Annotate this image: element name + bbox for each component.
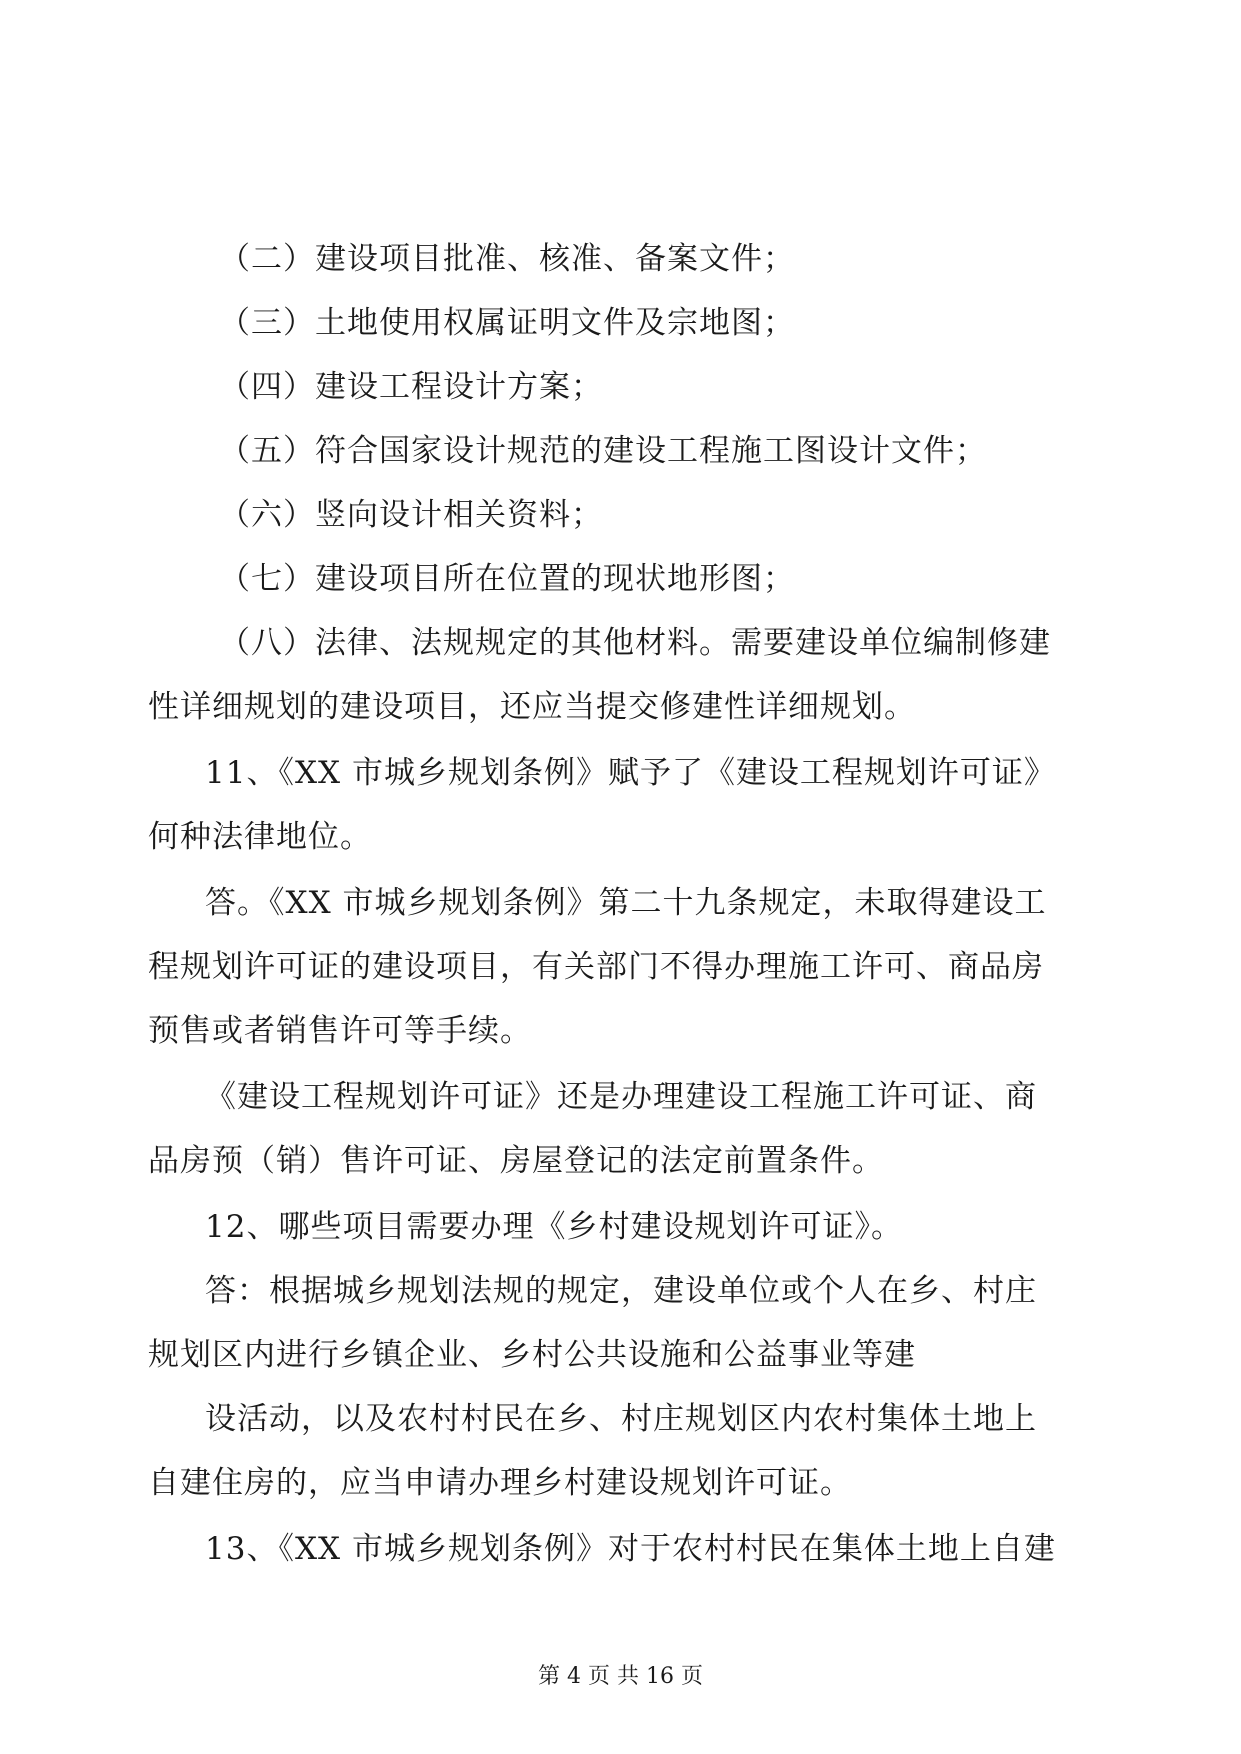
answer-11-para-2-line-2: 品房预（销）售许可证、房屋登记的法定前置条件。 (148, 1143, 884, 1179)
answer-11-line-1: 答。《XX 市城乡规划条例》第二十九条规定，未取得建设工 (205, 885, 1047, 921)
answer-12-para-2-line-1: 设活动，以及农村村民在乡、村庄规划区内农村集体土地上 (205, 1401, 1037, 1437)
answer-11-para-2-line-1: 《建设工程规划许可证》还是办理建设工程施工许可证、商 (205, 1079, 1037, 1115)
list-item-8-line-1: （八）法律、法规规定的其他材料。需要建设单位编制修建 (219, 625, 1051, 661)
list-item-4: （四）建设工程设计方案； (219, 369, 603, 405)
answer-11-line-3: 预售或者销售许可等手续。 (148, 1013, 532, 1049)
answer-12-para-2-line-2: 自建住房的，应当申请办理乡村建设规划许可证。 (148, 1465, 852, 1501)
list-item-5: （五）符合国家设计规范的建设工程施工图设计文件； (219, 433, 987, 469)
list-item-7: （七）建设项目所在位置的现状地形图； (219, 561, 795, 597)
list-item-3: （三）土地使用权属证明文件及宗地图； (219, 305, 795, 341)
question-12: 12、哪些项目需要办理《乡村建设规划许可证》。 (205, 1209, 903, 1245)
answer-12-line-2: 规划区内进行乡镇企业、乡村公共设施和公益事业等建 (148, 1337, 916, 1373)
question-11-line-2: 何种法律地位。 (148, 819, 372, 855)
list-item-2: （二）建设项目批准、核准、备案文件； (219, 241, 795, 277)
answer-12-line-1: 答：根据城乡规划法规的规定，建设单位或个人在乡、村庄 (205, 1273, 1037, 1309)
question-11-line-1: 11、《XX 市城乡规划条例》赋予了《建设工程规划许可证》 (205, 755, 1056, 791)
question-13-line-1: 13、《XX 市城乡规划条例》对于农村村民在集体土地上自建 (205, 1531, 1056, 1567)
answer-11-line-2: 程规划许可证的建设项目，有关部门不得办理施工许可、商品房 (148, 949, 1044, 985)
list-item-8-line-2: 性详细规划的建设项目，还应当提交修建性详细规划。 (148, 689, 916, 725)
list-item-6: （六）竖向设计相关资料； (219, 497, 603, 533)
page-number-footer: 第 4 页 共 16 页 (538, 1664, 703, 1689)
